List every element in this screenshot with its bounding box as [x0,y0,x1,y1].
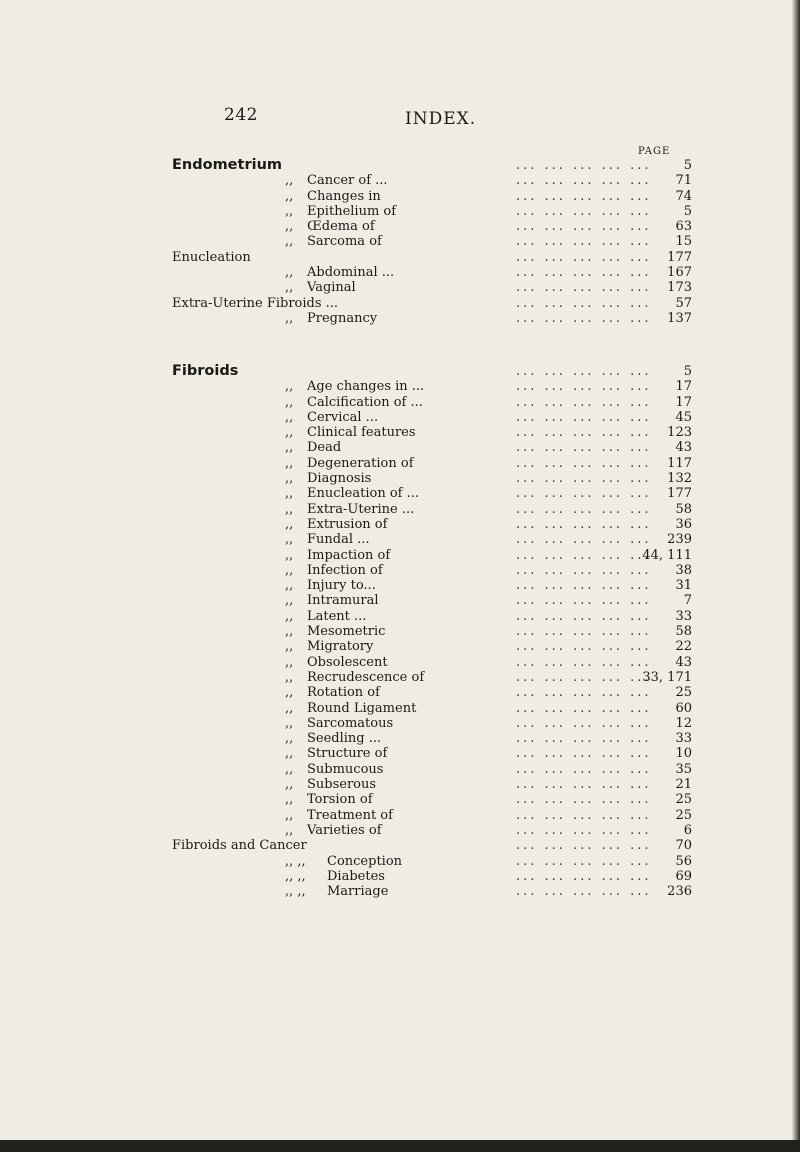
ditto-mark: ,, [285,715,294,731]
dot-leader: ... ... ... ... ... [516,486,652,502]
entry-label: Age changes in ... [307,379,425,395]
index-entry [172,685,692,700]
ditto-mark: ,, [285,234,294,250]
index-entry [172,838,692,853]
index-entry [172,609,692,624]
index-entry [172,379,692,394]
page-reference: 69 [675,868,692,884]
ditto-mark: ,, [285,455,294,471]
page-reference: 177 [667,249,692,265]
page-reference: 56 [675,853,692,869]
ditto-mark: ,, [285,700,294,716]
entry-label: Pregnancy [307,310,378,326]
dot-leader: ... ... ... ... ... [516,455,652,471]
dot-leader: ... ... ... ... ... [516,639,652,655]
entry-label: Recrudescence of [307,669,425,685]
ditto-mark: ,, [285,746,294,762]
entry-label: Treatment of [307,807,393,823]
entry-label: Fundal ... [307,532,370,548]
entry-label: Infection of [307,562,383,578]
scan-border [0,1140,800,1152]
dot-leader: ... ... ... ... ... [516,440,652,456]
index-entry [172,670,692,685]
entry-label: Mesometric [307,624,386,640]
ditto-mark: ,, [285,440,294,456]
dot-leader: ... ... ... ... ... [516,838,652,854]
index-entry [172,777,692,792]
page-reference: 132 [667,471,692,487]
ditto-mark: ,, ,, [285,868,306,884]
entry-label: Endometrium [172,157,282,173]
index-entry [172,792,692,807]
index-entry [172,364,692,379]
dot-leader: ... ... ... ... ... [516,265,652,281]
entry-label: Abdominal ... [307,265,395,281]
entry-label: Sarcomatous [307,715,394,731]
page-number: 242 [224,105,258,125]
entry-label: Seedling ... [307,731,382,747]
index-entry [172,532,692,547]
entry-label: Calcification of ... [307,394,423,410]
entry-label: Rotation of [307,685,380,701]
page-reference: 10 [675,746,692,762]
page-reference: 6 [683,822,692,838]
entry-label: Epithelium of [307,203,397,219]
page-reference: 33, 171 [642,669,692,685]
ditto-mark: ,, [285,608,294,624]
dot-leader: ... ... ... ... ... [516,562,652,578]
entry-label: Extra-Uterine ... [307,501,415,517]
index-entry [172,578,692,593]
page-reference: 43 [675,654,692,670]
entry-label: Changes in [307,188,381,204]
page-reference: 31 [675,578,692,594]
page-edge [792,0,800,1152]
entry-label: Fibroids [172,363,239,379]
index-entry [172,716,692,731]
page-reference: 57 [675,295,692,311]
ditto-mark: ,, [285,471,294,487]
dot-leader: ... ... ... ... ... [516,532,652,548]
index-entry [172,517,692,532]
index-entry [172,869,692,884]
index-entry [172,456,692,471]
entry-label: Diabetes [327,868,385,884]
page-reference: 7 [683,593,692,609]
dot-leader: ... ... ... ... ... [516,731,652,747]
ditto-mark: ,, [285,188,294,204]
ditto-mark: ,, [285,379,294,395]
ditto-mark: ,, [285,532,294,548]
running-head: INDEX. [405,109,477,129]
dot-leader: ... ... ... ... ... [516,280,652,296]
entry-label: Cervical ... [307,409,379,425]
dot-leader: ... ... ... ... ... [516,624,652,640]
dot-leader: ... ... ... ... ... [516,547,652,563]
entry-label: Obsolescent [307,654,388,670]
entry-label: Torsion of [307,792,373,808]
index-entry [172,701,692,716]
index-entry [172,440,692,455]
entry-label: Conception [327,853,403,869]
page-reference: 25 [675,685,692,701]
page-reference: 239 [667,532,692,548]
index-entry [172,296,692,311]
ditto-mark: ,, [285,501,294,517]
ditto-mark: ,, [285,639,294,655]
dot-leader: ... ... ... ... ... [516,822,652,838]
dot-leader: ... ... ... ... ... [516,715,652,731]
entry-label: Submucous [307,761,384,777]
dot-leader: ... ... ... ... ... [516,669,652,685]
page-reference: 177 [667,486,692,502]
ditto-mark: ,, [285,394,294,410]
entry-label: Sarcoma of [307,234,382,250]
index-entry [172,548,692,563]
dot-leader: ... ... ... ... ... [516,158,652,173]
entry-label: Œdema of [307,219,375,235]
dot-leader: ... ... ... ... ... [516,394,652,410]
entry-label: Latent ... [307,608,367,624]
dot-leader: ... ... ... ... ... [516,310,652,326]
dot-leader: ... ... ... ... ... [516,868,652,884]
dot-leader: ... ... ... ... ... [516,578,652,594]
page-reference: 117 [667,455,692,471]
entry-label: Structure of [307,746,388,762]
ditto-mark: ,, [285,425,294,441]
page-reference: 25 [675,807,692,823]
page-reference: 5 [683,203,692,219]
ditto-mark: ,, [285,562,294,578]
ditto-mark: ,, [285,578,294,594]
page-reference: 12 [675,715,692,731]
entry-label: Round Ligament [307,700,417,716]
page-reference: 167 [667,265,692,281]
page-column-label: PAGE [638,146,671,157]
dot-leader: ... ... ... ... ... [516,792,652,808]
index-entry [172,502,692,517]
index-entry [172,250,692,265]
dot-leader: ... ... ... ... ... [516,425,652,441]
page-reference: 33 [675,608,692,624]
index-entry [172,311,692,326]
ditto-mark: ,, [285,593,294,609]
dot-leader: ... ... ... ... ... [516,364,652,379]
entry-label: Fibroids and Cancer [172,838,307,854]
ditto-mark: ,, ,, [285,853,306,869]
dot-leader: ... ... ... ... ... [516,777,652,793]
ditto-mark: ,, [285,547,294,563]
index-entry [172,158,692,173]
ditto-mark: ,, [285,669,294,685]
entry-label: Enucleation of ... [307,486,419,502]
ditto-mark: ,, [285,685,294,701]
dot-leader: ... ... ... ... ... [516,654,652,670]
page-reference: 15 [675,234,692,250]
index-entry [172,593,692,608]
index-section-endometrium [172,158,692,326]
page-reference: 5 [683,364,692,379]
entry-label: Enucleation [172,249,251,265]
page-reference: 17 [675,379,692,395]
page-reference: 35 [675,761,692,777]
page-reference: 137 [667,310,692,326]
index-entry [172,731,692,746]
index-entry [172,808,692,823]
ditto-mark: ,, [285,624,294,640]
index-entry [172,173,692,188]
ditto-mark: ,, [285,310,294,326]
ditto-mark: ,, [285,792,294,808]
dot-leader: ... ... ... ... ... [516,173,652,189]
page-reference: 58 [675,624,692,640]
ditto-mark: ,, [285,822,294,838]
entry-label: Vaginal [307,280,356,296]
entry-label: Clinical features [307,425,416,441]
entry-label: Injury to... [307,578,376,594]
entry-label: Diagnosis [307,471,372,487]
page-reference: 25 [675,792,692,808]
dot-leader: ... ... ... ... ... [516,471,652,487]
page-reference: 236 [667,884,692,900]
page-reference: 60 [675,700,692,716]
ditto-mark: ,, [285,654,294,670]
page-reference: 22 [675,639,692,655]
ditto-mark: ,, [285,409,294,425]
dot-leader: ... ... ... ... ... [516,295,652,311]
index-entry [172,624,692,639]
page-reference: 123 [667,425,692,441]
ditto-mark: ,, [285,486,294,502]
ditto-mark: ,, [285,731,294,747]
page-reference: 17 [675,394,692,410]
dot-leader: ... ... ... ... ... [516,700,652,716]
entry-label: Cancer of ... [307,173,388,189]
index-entry [172,280,692,295]
entry-label: Marriage [327,884,389,900]
dot-leader: ... ... ... ... ... [516,746,652,762]
dot-leader: ... ... ... ... ... [516,853,652,869]
entry-label: Subserous [307,777,377,793]
page-reference: 70 [675,838,692,854]
dot-leader: ... ... ... ... ... [516,807,652,823]
dot-leader: ... ... ... ... ... [516,501,652,517]
index-entry [172,204,692,219]
entry-label: Varieties of [307,822,382,838]
dot-leader: ... ... ... ... ... [516,203,652,219]
page-reference: 43 [675,440,692,456]
dot-leader: ... ... ... ... ... [516,219,652,235]
page-reference: 38 [675,562,692,578]
dot-leader: ... ... ... ... ... [516,188,652,204]
index-entry [172,425,692,440]
entry-label: Extra-Uterine Fibroids ... [172,295,339,311]
entry-label: Migratory [307,639,374,655]
index-entry [172,395,692,410]
index-entry [172,234,692,249]
dot-leader: ... ... ... ... ... [516,593,652,609]
ditto-mark: ,, [285,219,294,235]
dot-leader: ... ... ... ... ... [516,884,652,900]
ditto-mark: ,, [285,203,294,219]
index-entry [172,639,692,654]
index-entry [172,884,692,899]
dot-leader: ... ... ... ... ... [516,234,652,250]
index-entry [172,189,692,204]
entry-label: Impaction of [307,547,391,563]
page-reference: 5 [683,158,692,173]
ditto-mark: ,, [285,173,294,189]
ditto-mark: ,, [285,280,294,296]
dot-leader: ... ... ... ... ... [516,761,652,777]
index-entry [172,563,692,578]
page-reference: 44, 111 [642,547,692,563]
page-reference: 63 [675,219,692,235]
page-reference: 173 [667,280,692,296]
index-entry [172,854,692,869]
ditto-mark: ,, [285,777,294,793]
ditto-mark: ,, [285,761,294,777]
dot-leader: ... ... ... ... ... [516,516,652,532]
index-entry [172,471,692,486]
index-entry [172,486,692,501]
dot-leader: ... ... ... ... ... [516,608,652,624]
index-entry [172,746,692,761]
entry-label: Dead [307,440,342,456]
entry-label: Intramural [307,593,379,609]
index-entry [172,219,692,234]
page-reference: 45 [675,409,692,425]
dot-leader: ... ... ... ... ... [516,249,652,265]
index-entry [172,265,692,280]
index-section-fibroids [172,364,692,899]
index-entry [172,823,692,838]
dot-leader: ... ... ... ... ... [516,379,652,395]
entry-label: Degeneration of [307,455,414,471]
page-reference: 33 [675,731,692,747]
page-reference: 21 [675,777,692,793]
ditto-mark: ,, [285,516,294,532]
page-reference: 71 [675,173,692,189]
page-reference: 36 [675,516,692,532]
ditto-mark: ,, [285,807,294,823]
index-entry [172,762,692,777]
dot-leader: ... ... ... ... ... [516,685,652,701]
ditto-mark: ,, ,, [285,884,306,900]
entry-label: Extrusion of [307,516,388,532]
page-reference: 74 [675,188,692,204]
page-reference: 58 [675,501,692,517]
index-entry [172,655,692,670]
index-entry [172,410,692,425]
ditto-mark: ,, [285,265,294,281]
dot-leader: ... ... ... ... ... [516,409,652,425]
